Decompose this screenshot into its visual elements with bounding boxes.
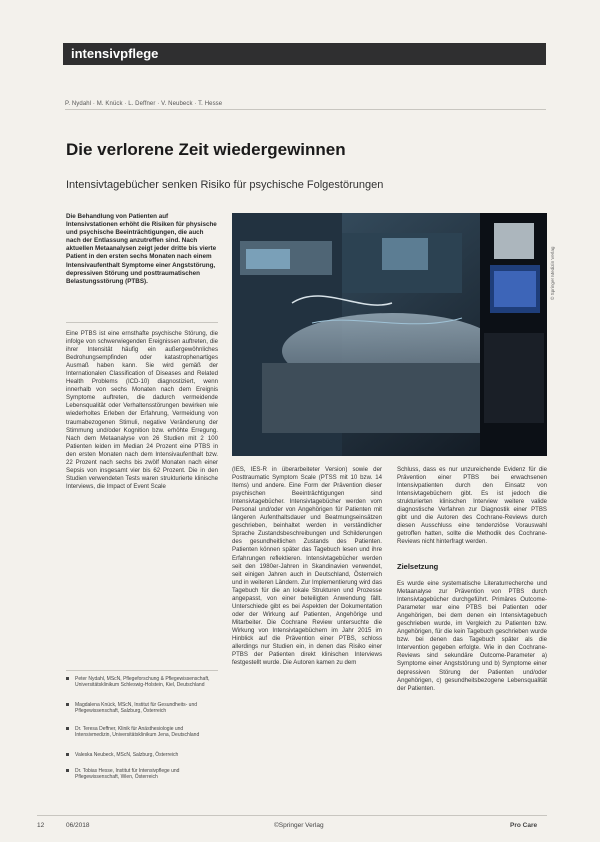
footnote-text: Valeska Neubeck, MScN, Salzburg, Österreich (75, 752, 179, 758)
body-text: Es wurde eine systematische Literaturrecherche und Metaanalyse zur Prävention von PTBS durch Intensivtagebücher durchgeführt. Primäres Outcome-Parameter war eine PTBS bei Patienten oder Angehörigen, bei dem denen ein Intensivtagebuch geschrieben wurde, im Vergleich zu Patienten bzw. Angehörigen, für die kein Tagebuch geschrieben wurde bzw. bei denen das Tagebuch später als die Intervention gegeben erfolgte. Wie in den Cochrane-Reviews sind sekundäre Outcome-Parameter a) Symptome einer Angststörung und b) Symptome einer depressiven Störung der Patienten und/oder Angehörigen, c) gesundheitsbezogene Lebensqualität der Patienten. (397, 580, 547, 692)
publisher: ©Springer Verlag (274, 822, 324, 829)
body-text: Schluss, dass es nur unzureichende Evidenz für die Prävention einer PTBS bei erwachsenen Intensivpatienten durch den Einsatz von Intensivtagebüchern gibt. Es ist jedoch die strukturierten klinischen Interview weitere valide diagnostische Verfahren zur Diagnostik einer PTBS gibt und die Autoren des Cochrane-Reviews durch diesen Ausschluss eine tendenziöse Vorauswahl getroffen hatten, sollte die Methodik des Cochrane-Reviews nicht hinterfragt werden. (397, 466, 547, 546)
section-label: intensivpflege (71, 46, 159, 61)
author-line: P. Nydahl · M. Knück · L. Deffner · V. Neubeck · T. Hesse (65, 101, 223, 107)
footnote-text: Magdalena Knück, MScN, Institut für Gesundheits- und Pflegewissenschaft, Salzburg, Österreich (75, 702, 198, 715)
body-text: Eine PTBS ist eine ernsthafte psychische Störung, die infolge von schwerwiegenden Ereignissen auftreten, die ihrer Intensität häufig ein außergewöhnliches Bedrohungsempfinden oder katastrophenartiges Ausmaß haben kann. Sie wird gemäß der Internationalen Classification of Diseases and Related Health Problems (ICD-10) diagnostiziert, wenn innerhalb von sechs Monaten nach dem Ereignis Symptome auftreten, die dadurch vermeidende Lebensqualität oder Verhaltensstörungen bewirken wie wiederholtes Erleben der Erfahrung, Vermeidung von traumabezogenen Stimuli, negative Veränderung der Stimmung und/oder Kognition bzw. erhöhte Erregung. Nach dem Metaanalyse von 26 Studien mit 2 100 Patienten leiden im Median 24 Prozent eine PTBS in den ersten Monaten nach dem Intensivaufenthalt bzw. 22 Prozent nach sechs bis zwölf Monaten nach einer Sepsis von insgesamt vier bis 62 Prozent. Die in den Studien verwendeten Tests waren strukturierte klinische Interviews, die Impact of Event Scale (66, 330, 218, 490)
body-column-3-continued (397, 580, 547, 693)
body-column-1 (66, 330, 218, 491)
bullet-icon (66, 677, 69, 680)
photo-credit: © Springer Medizin Verlag (550, 246, 555, 300)
section-header (63, 43, 546, 65)
footnote-text: Peter Nydahl, MScN, Pflegeforschung & Pflegewissenschaft, Universitätsklinikum Schleswig-Holstein, Kiel, Deutschland (75, 676, 210, 689)
icu-photo-illustration (232, 213, 547, 456)
article-photo (232, 213, 547, 456)
bullet-icon (66, 753, 69, 756)
footer-divider (37, 815, 547, 816)
article-title: Die verlorene Zeit wiedergewinnen (66, 140, 346, 159)
page-number: 12 (37, 822, 45, 829)
body-text: (IES, IES-R in überarbeiteter Version) sowie der Posttraumatic Symptom Scale (PTSS mit 10 bzw. 14 Items) und andere. Eine Form der Prävention dieser psychischen Beeinträchtigungen sind Intensivtagebücher. Intensivtagebücher werden vom Personal und/oder von Angehörigen für Patienten mit längeren Aufenthaltsdauer und Beatmungseinsätzen geschrieben, beinhaltet werden in verständlicher Sprache Zustandsbeschreibungen und Schilderungen des gesundheitlichen Zustands des Patienten. Patienten können später das Tagebuch lesen und ihre Erfahrungen reflektieren. Intensivtagebücher werden seit den 1980er-Jahren in Skandinavien verwendet, seit einigen Jahren auch in Deutschland, Österreich und in weiteren Ländern. Zur Implementierung wird das Tagebuch für die an lokale Strukturen und Prozesse angepasst, von einer beteiligten Anwendung fällt. Unterschiede gibt es bei Aspekten der Dokumentation oder der Wirkung auf Patienten, Angehörige und Mitarbeiter. Die Cochrane Review untersuchte die Wirkung von Intensivtagebüchern im Jahr 2015 im Hinblick auf die Prävention einer PTBS, schloss allerdings nur Studien ein, in denen das Risiko einer PTBS der Patienten direkt klinischen Interviews festgestellt wurde. Die Autoren kamen zu dem (232, 466, 382, 667)
footnote-text: Dr. Tobias Hesse, Institut für Intensivpflege und Pflegewissenschaft, Wien, Österreich (75, 768, 180, 781)
bullet-icon (66, 769, 69, 772)
journal-name: Pro Care (510, 822, 538, 829)
body-column-3 (397, 466, 547, 546)
footnote-text: Dr. Teresa Deffner, Klinik für Anästhesiologie und Intensivmedizin, Universitätsklinikum Jena, Deutschland (75, 726, 200, 739)
article-subtitle: Intensivtagebücher senken Risiko für psychische Folgestörungen (66, 179, 384, 191)
body-column-2 (232, 466, 382, 667)
footnote-divider (66, 670, 218, 671)
bullet-icon (66, 727, 69, 730)
divider (65, 109, 546, 110)
subheading: Zielsetzung (397, 562, 439, 571)
lead-divider (66, 322, 218, 323)
issue: 06/2018 (66, 822, 90, 829)
bullet-icon (66, 703, 69, 706)
lead-paragraph: Die Behandlung von Patienten auf Intensivstationen erhöht die Risiken für physische und psychische Beeinträchtigungen, die auch nach der Entlassung anzutreffen sind. Nach aktuellen Metaanalysen zeigt jeder dritte bis vierte Patient in den ersten sechs Monaten nach einem Intensivaufenthalt Symptome einer Angststörung, depressiven Störung und posttraumatischen Belastungsstörung (PTBS). (66, 213, 217, 285)
